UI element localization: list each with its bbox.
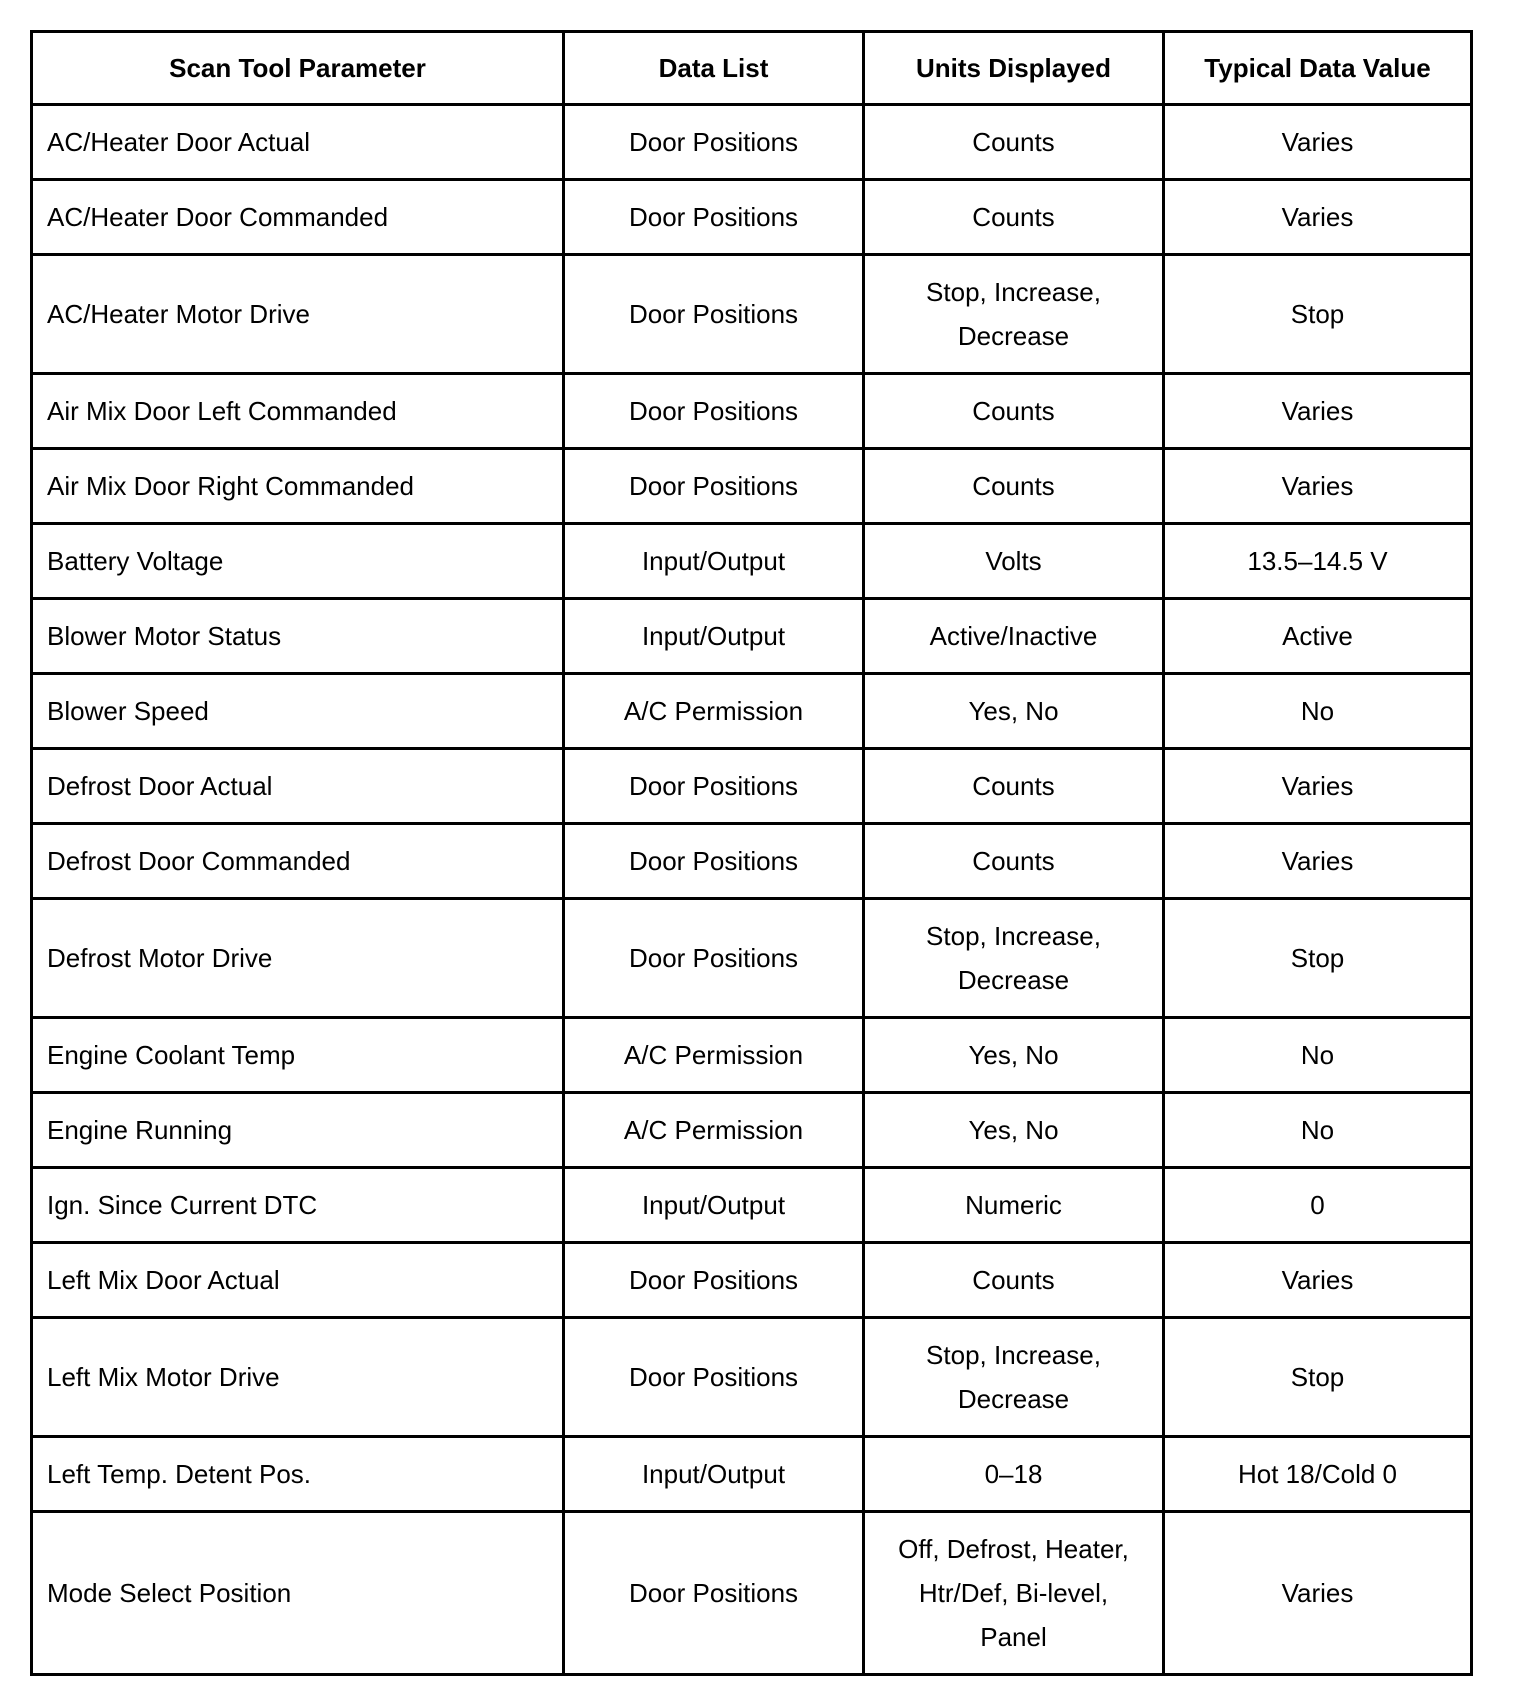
cell-typical-value: Varies — [1164, 749, 1472, 824]
cell-units: Counts — [864, 1243, 1164, 1318]
cell-data-list: A/C Permission — [564, 1093, 864, 1168]
cell-parameter: Blower Motor Status — [32, 599, 564, 674]
header-typical-data-value: Typical Data Value — [1164, 32, 1472, 105]
cell-typical-value: Varies — [1164, 180, 1472, 255]
cell-units: Stop, Increase, Decrease — [864, 899, 1164, 1018]
cell-data-list: Door Positions — [564, 105, 864, 180]
cell-parameter: Mode Select Position — [32, 1512, 564, 1675]
cell-typical-value: Active — [1164, 599, 1472, 674]
cell-typical-value: Varies — [1164, 374, 1472, 449]
table-row — [32, 105, 1472, 180]
header-row — [32, 32, 1472, 105]
cell-parameter: Engine Coolant Temp — [32, 1018, 564, 1093]
cell-parameter: Battery Voltage — [32, 524, 564, 599]
cell-parameter: AC/Heater Door Actual — [32, 105, 564, 180]
cell-typical-value: Stop — [1164, 1318, 1472, 1437]
document-page — [30, 30, 1470, 1676]
header-units-displayed: Units Displayed — [864, 32, 1164, 105]
cell-data-list: Door Positions — [564, 1318, 864, 1437]
cell-parameter: Left Mix Motor Drive — [32, 1318, 564, 1437]
table-row — [32, 524, 1472, 599]
cell-parameter: Engine Running — [32, 1093, 564, 1168]
cell-data-list: Door Positions — [564, 749, 864, 824]
table-row — [32, 1168, 1472, 1243]
cell-parameter: AC/Heater Door Commanded — [32, 180, 564, 255]
cell-parameter: Air Mix Door Right Commanded — [32, 449, 564, 524]
table-row — [32, 449, 1472, 524]
cell-units: Yes, No — [864, 1018, 1164, 1093]
cell-parameter: Defrost Motor Drive — [32, 899, 564, 1018]
header-scan-tool-parameter: Scan Tool Parameter — [32, 32, 564, 105]
cell-units: Counts — [864, 374, 1164, 449]
cell-typical-value: 0 — [1164, 1168, 1472, 1243]
table-row — [32, 1437, 1472, 1512]
cell-data-list: A/C Permission — [564, 674, 864, 749]
cell-data-list: A/C Permission — [564, 1018, 864, 1093]
cell-typical-value: Varies — [1164, 1243, 1472, 1318]
table-row — [32, 674, 1472, 749]
cell-units: Numeric — [864, 1168, 1164, 1243]
cell-parameter: Defrost Door Commanded — [32, 824, 564, 899]
table-row — [32, 599, 1472, 674]
cell-parameter: Left Temp. Detent Pos. — [32, 1437, 564, 1512]
table-row — [32, 255, 1472, 374]
cell-typical-value: No — [1164, 674, 1472, 749]
cell-typical-value: No — [1164, 1018, 1472, 1093]
table-row — [32, 824, 1472, 899]
cell-data-list: Input/Output — [564, 524, 864, 599]
cell-data-list: Door Positions — [564, 255, 864, 374]
cell-parameter: Air Mix Door Left Commanded — [32, 374, 564, 449]
cell-typical-value: Stop — [1164, 899, 1472, 1018]
cell-parameter: Defrost Door Actual — [32, 749, 564, 824]
cell-units: Counts — [864, 449, 1164, 524]
cell-data-list: Input/Output — [564, 1168, 864, 1243]
table-row — [32, 1318, 1472, 1437]
cell-data-list: Input/Output — [564, 1437, 864, 1512]
cell-units: Volts — [864, 524, 1164, 599]
scan-tool-data-table — [30, 30, 1473, 1676]
cell-parameter: Left Mix Door Actual — [32, 1243, 564, 1318]
table-row — [32, 899, 1472, 1018]
table-row — [32, 1093, 1472, 1168]
cell-units: Yes, No — [864, 1093, 1164, 1168]
cell-typical-value: No — [1164, 1093, 1472, 1168]
cell-parameter: Ign. Since Current DTC — [32, 1168, 564, 1243]
cell-units: Counts — [864, 824, 1164, 899]
cell-typical-value: Varies — [1164, 824, 1472, 899]
table-row — [32, 374, 1472, 449]
cell-units: Active/Inactive — [864, 599, 1164, 674]
cell-units: Counts — [864, 180, 1164, 255]
cell-typical-value: Varies — [1164, 449, 1472, 524]
cell-units: Stop, Increase, Decrease — [864, 1318, 1164, 1437]
table-row — [32, 1018, 1472, 1093]
cell-typical-value: Varies — [1164, 1512, 1472, 1675]
cell-data-list: Door Positions — [564, 180, 864, 255]
cell-typical-value: Stop — [1164, 255, 1472, 374]
cell-data-list: Input/Output — [564, 599, 864, 674]
table-row — [32, 1243, 1472, 1318]
cell-typical-value: Hot 18/Cold 0 — [1164, 1437, 1472, 1512]
cell-typical-value: Varies — [1164, 105, 1472, 180]
table-row — [32, 1512, 1472, 1675]
cell-data-list: Door Positions — [564, 824, 864, 899]
cell-units: Counts — [864, 749, 1164, 824]
table-row — [32, 180, 1472, 255]
cell-units: Off, Defrost, Heater, Htr/Def, Bi-level, Panel — [864, 1512, 1164, 1675]
cell-units: Counts — [864, 105, 1164, 180]
cell-parameter: Blower Speed — [32, 674, 564, 749]
cell-data-list: Door Positions — [564, 899, 864, 1018]
cell-data-list: Door Positions — [564, 449, 864, 524]
cell-units: Yes, No — [864, 674, 1164, 749]
cell-units: 0–18 — [864, 1437, 1164, 1512]
header-data-list: Data List — [564, 32, 864, 105]
cell-units: Stop, Increase, Decrease — [864, 255, 1164, 374]
cell-parameter: AC/Heater Motor Drive — [32, 255, 564, 374]
cell-data-list: Door Positions — [564, 1243, 864, 1318]
cell-data-list: Door Positions — [564, 374, 864, 449]
cell-typical-value: 13.5–14.5 V — [1164, 524, 1472, 599]
cell-data-list: Door Positions — [564, 1512, 864, 1675]
table-row — [32, 749, 1472, 824]
